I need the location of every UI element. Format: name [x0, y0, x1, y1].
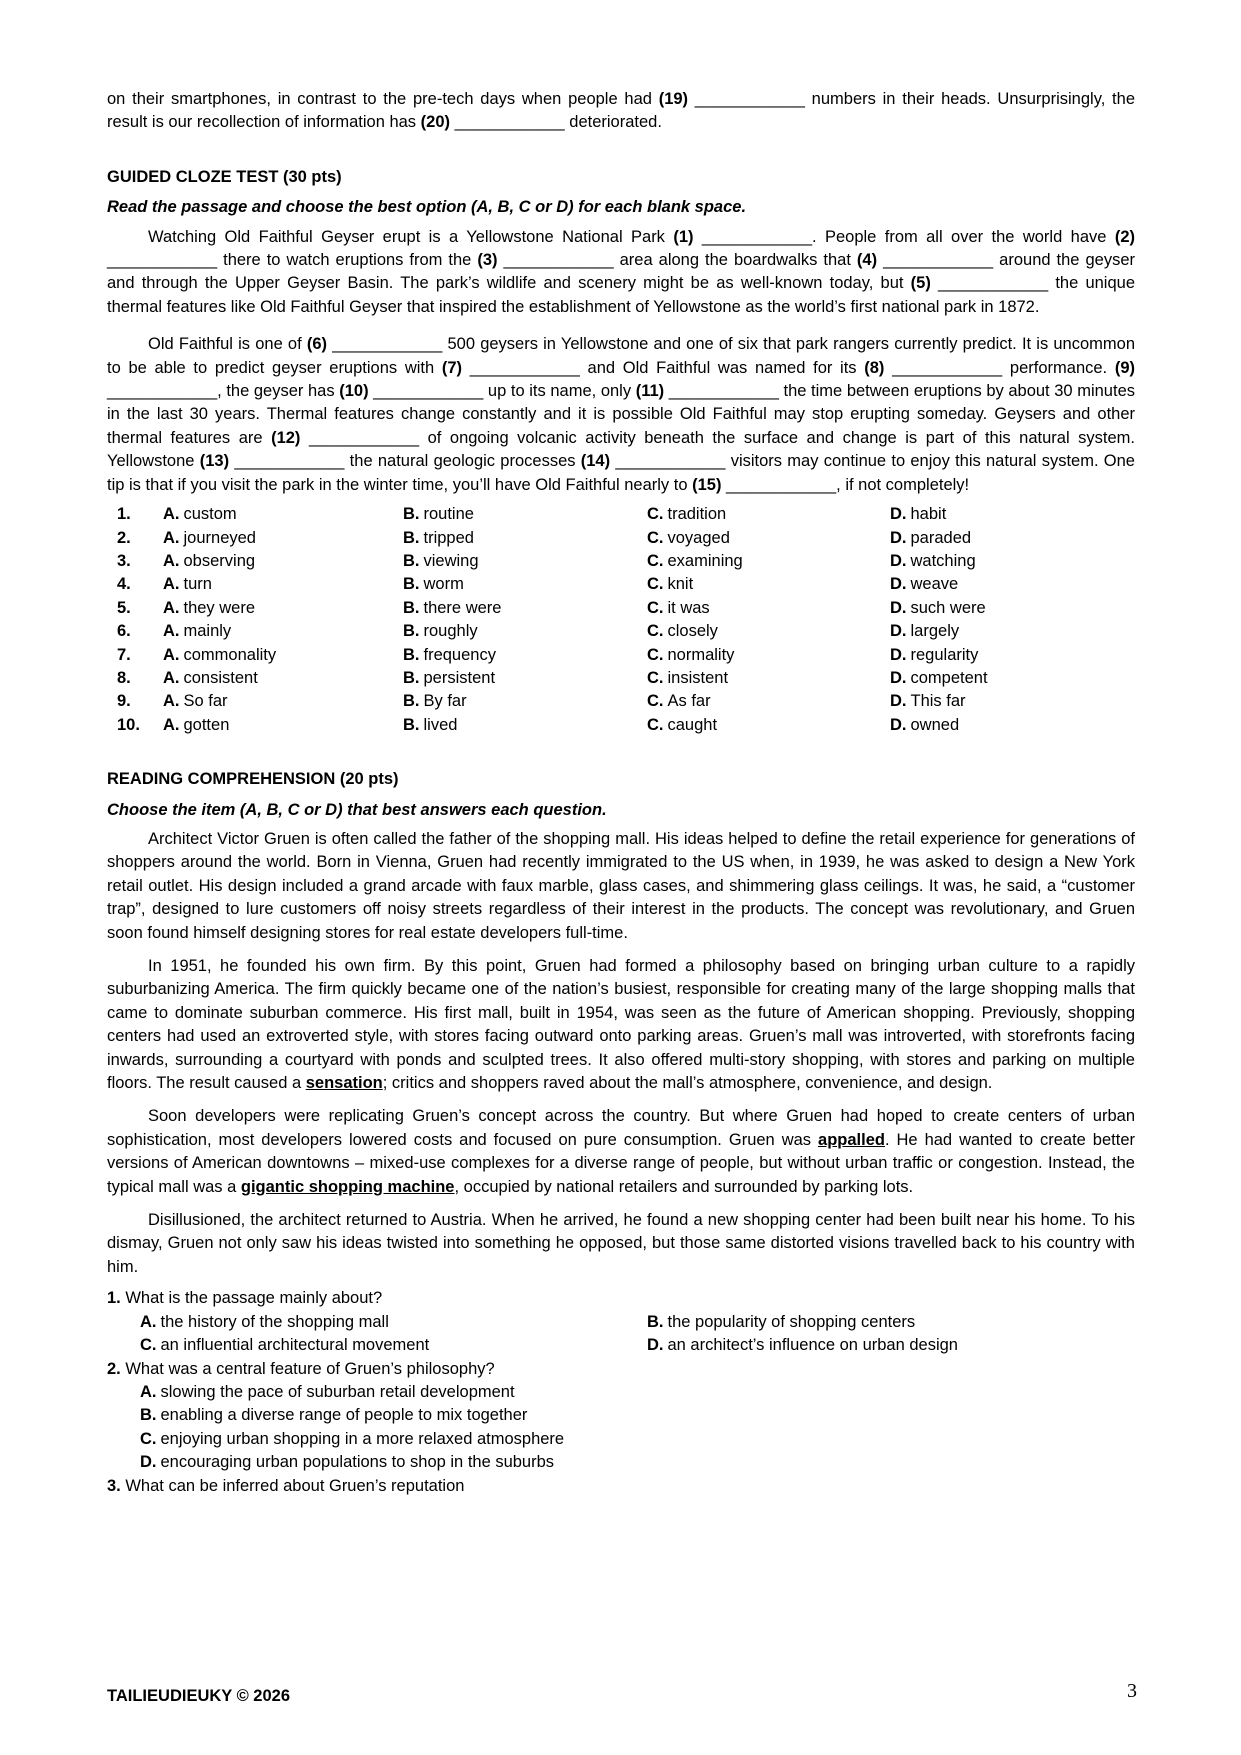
- option-text: an influential architectural movement: [160, 1336, 430, 1355]
- option-text: persistent: [423, 668, 496, 687]
- option-letter-a: A.: [140, 1312, 157, 1331]
- option-row-8: [107, 667, 1135, 690]
- option-letter-a: A.: [163, 692, 180, 711]
- option-text: enjoying urban shopping in a more relaxed atmosphere: [160, 1429, 565, 1448]
- option-cell-c: [647, 620, 890, 643]
- option-number: 4.: [117, 575, 131, 594]
- option-text: tradition: [667, 505, 727, 524]
- footer-brand: TAILIEUDIEUKY © 2026: [107, 1687, 291, 1705]
- option-cell-d: [890, 550, 1135, 573]
- option-letter-c: C.: [647, 505, 664, 524]
- option-number: 5.: [117, 598, 131, 617]
- option-cell-a: [163, 503, 403, 526]
- option-row-10: [107, 714, 1135, 737]
- question-text: [107, 1287, 1135, 1310]
- option-text: As far: [667, 692, 711, 711]
- option-text: an architect’s influence on urban design: [667, 1336, 958, 1355]
- option-cell-a: [163, 527, 403, 550]
- question-option-a: [107, 1311, 647, 1334]
- option-cell-b: [403, 644, 647, 667]
- option-cell-d: [890, 714, 1135, 737]
- option-text: turn: [183, 575, 212, 594]
- option-cell-a: [163, 620, 403, 643]
- option-letter-a: A.: [163, 551, 180, 570]
- option-cell-a: [163, 550, 403, 573]
- question-option-d: [647, 1334, 1135, 1357]
- option-letter-d: D.: [890, 598, 907, 617]
- question-prompt: What can be inferred about Gruen’s reputation: [125, 1476, 465, 1495]
- question-option-c: [107, 1428, 1135, 1451]
- option-cell-d: [890, 667, 1135, 690]
- option-letter-d: D.: [890, 715, 907, 734]
- option-cell-a: [163, 667, 403, 690]
- option-text: owned: [910, 715, 960, 734]
- option-letter-a: A.: [163, 645, 180, 664]
- option-text: the popularity of shopping centers: [667, 1312, 916, 1331]
- question-3: [107, 1475, 1135, 1498]
- option-text: encouraging urban populations to shop in the suburbs: [160, 1453, 555, 1472]
- option-text: journeyed: [183, 528, 256, 547]
- question-prompt: What is the passage mainly about?: [125, 1289, 383, 1308]
- option-text: they were: [183, 598, 256, 617]
- option-text: routine: [423, 505, 474, 524]
- option-text: regularity: [910, 645, 979, 664]
- option-text: mainly: [183, 622, 232, 641]
- option-cell-b: [403, 690, 647, 713]
- option-cell-a: [163, 597, 403, 620]
- option-number: 7.: [117, 645, 131, 664]
- option-text: insistent: [667, 668, 729, 687]
- option-text: largely: [910, 622, 960, 641]
- option-row-1: [107, 503, 1135, 526]
- option-letter-b: B.: [403, 505, 420, 524]
- option-letter-a: A.: [163, 598, 180, 617]
- option-letter-d: D.: [890, 692, 907, 711]
- option-letter-b: B.: [403, 528, 420, 547]
- option-letter-c: C.: [647, 528, 664, 547]
- option-text: voyaged: [667, 528, 730, 547]
- option-letter-b: B.: [403, 692, 420, 711]
- question-text: [107, 1475, 1135, 1498]
- option-letter-d: D.: [890, 645, 907, 664]
- option-cell-d: [890, 690, 1135, 713]
- reading-paragraph-2: In 1951, he founded his own firm. By this point, Gruen had formed a philosophy based on bringing urban culture to a rapidly suburbanizing America. The firm quickly became one of the nation’s busiest, responsible for creating many of the large shopping malls that came to dominate suburban commerce. His first mall, built in 1954, was seen as the future of American shopping. Previously, shopping centers had used an extroverted style, with stores facing outward onto parking areas. Gruen’s mall was introverted, with storefronts facing inwards, surrounding a courtyard with ponds and sculpted trees. It also offered multi-story shopping, with stores and parking on multiple floors. The result caused a sensation; critics and shoppers raved about the mall’s atmosphere, convenience, and design.: [107, 957, 1135, 1093]
- option-letter-b: B.: [403, 715, 420, 734]
- option-text: closely: [667, 622, 718, 641]
- option-text: habit: [910, 505, 947, 524]
- question-2: [107, 1358, 1135, 1475]
- option-cell-c: [647, 667, 890, 690]
- option-cell-b: [403, 503, 647, 526]
- option-cell-b: [403, 620, 647, 643]
- option-letter-a: A.: [140, 1382, 157, 1401]
- option-letter-b: B.: [647, 1312, 664, 1331]
- option-letter-c: C.: [647, 622, 664, 641]
- option-letter-c: C.: [647, 692, 664, 711]
- option-cell-b: [403, 573, 647, 596]
- option-letter-d: D.: [647, 1336, 664, 1355]
- question-option-b: [107, 1404, 1135, 1427]
- option-letter-c: C.: [647, 668, 664, 687]
- option-letter-d: D.: [890, 551, 907, 570]
- option-row-9: [107, 690, 1135, 713]
- option-cell-d: [890, 597, 1135, 620]
- option-text: competent: [910, 668, 988, 687]
- question-text: [107, 1358, 1135, 1381]
- question-option-a: [107, 1381, 1135, 1404]
- cloze-section-heading: GUIDED CLOZE TEST (30 pts): [107, 167, 342, 186]
- option-letter-c: C.: [647, 715, 664, 734]
- option-row-6: [107, 620, 1135, 643]
- option-number: 10.: [117, 715, 140, 734]
- option-text: paraded: [910, 528, 972, 547]
- option-letter-d: D.: [140, 1453, 157, 1472]
- option-row-3: [107, 550, 1135, 573]
- question-number: 1.: [107, 1289, 121, 1308]
- option-letter-c: C.: [647, 575, 664, 594]
- option-cell-b: [403, 550, 647, 573]
- option-text: frequency: [423, 645, 496, 664]
- option-cell-a: [163, 714, 403, 737]
- option-cell-c: [647, 644, 890, 667]
- option-cell-b: [403, 597, 647, 620]
- option-row-4: [107, 573, 1135, 596]
- option-cell-b: [403, 527, 647, 550]
- cloze-paragraph-2: Old Faithful is one of (6) ____________ 500 geysers in Yellowstone and one of six that park rangers currently predict. It is uncommon to be able to predict geyser eruptions with (7) ____________ and Old Faithful was named for its (8) ____________ performance. (9) ____________, the geyser has (10) ____________ up to its name, only (11) ____________ the time between eruptions by about 30 minutes in the last 30 years. Thermal features change constantly and it is possible Old Faithful may stop erupting someday. Geysers and other thermal features are (12) ____________ of ongoing volcanic activity beneath the surface and change is part of this natural system. Yellowstone (13) ____________ the natural geologic processes (14) ____________ visitors may continue to enjoy this natural system. One tip is that if you visit the park in the winter time, you’ll have Old Faithful nearly to (15) ____________, if not completely!: [107, 335, 1135, 494]
- option-letter-b: B.: [403, 622, 420, 641]
- option-text: normality: [667, 645, 735, 664]
- option-letter-b: B.: [403, 645, 420, 664]
- question-prompt: What was a central feature of Gruen’s philosophy?: [125, 1359, 495, 1378]
- option-text: observing: [183, 551, 256, 570]
- option-cell-d: [890, 573, 1135, 596]
- option-cell-d: [890, 620, 1135, 643]
- option-number: 3.: [117, 551, 131, 570]
- option-cell-c: [647, 690, 890, 713]
- option-text: it was: [667, 598, 710, 617]
- reading-paragraph-4: Disillusioned, the architect returned to Austria. When he arrived, he found a new shopping center had been built near his home. To his dismay, Gruen not only saw his ideas twisted into something he opposed, but those same distorted visions travelled back to his country with him.: [107, 1211, 1135, 1276]
- option-letter-c: C.: [140, 1429, 157, 1448]
- option-text: slowing the pace of suburban retail development: [160, 1382, 515, 1401]
- option-letter-b: B.: [403, 575, 420, 594]
- option-text: consistent: [183, 668, 258, 687]
- option-letter-b: B.: [403, 668, 420, 687]
- question-option-d: [107, 1451, 1135, 1474]
- option-text: So far: [183, 692, 228, 711]
- option-text: viewing: [423, 551, 479, 570]
- option-cell-d: [890, 644, 1135, 667]
- question-options: [107, 1381, 1135, 1475]
- option-letter-a: A.: [163, 715, 180, 734]
- option-text: knit: [667, 575, 694, 594]
- reading-paragraph-1: Architect Victor Gruen is often called the father of the shopping mall. His ideas helped to define the retail experience for generations of shoppers around the world. Born in Vienna, Gruen had recently immigrated to the US when, in 1939, he was asked to design a New York retail outlet. His design included a grand arcade with faux marble, glass cases, and shimmering glass ceilings. It was, he said, a “customer trap”, designed to lure customers off noisy streets regardless of their interest in the products. The concept was revolutionary, and Gruen soon found himself designing stores for real estate developers full-time.: [107, 829, 1135, 942]
- option-letter-d: D.: [890, 505, 907, 524]
- reading-questions: [107, 1287, 1135, 1498]
- question-1: [107, 1287, 1135, 1357]
- option-letter-c: C.: [647, 551, 664, 570]
- reading-instruction: Choose the item (A, B, C or D) that best answers each question.: [107, 800, 607, 819]
- option-cell-c: [647, 573, 890, 596]
- option-cell-c: [647, 550, 890, 573]
- cloze-instruction: Read the passage and choose the best option (A, B, C or D) for each blank space.: [107, 198, 747, 217]
- option-text: examining: [667, 551, 743, 570]
- option-number: 2.: [117, 528, 131, 547]
- option-cell-a: [163, 644, 403, 667]
- question-option-b: [647, 1311, 1135, 1334]
- option-text: commonality: [183, 645, 277, 664]
- reading-paragraph-3: Soon developers were replicating Gruen’s concept across the country. But where Gruen had hoped to create centers of urban sophistication, most developers lowered costs and focused on pure consumption. Gruen was appalled. He had wanted to create better versions of American downtowns – mixed-use complexes for a diverse range of people, but without urban traffic or congestion. Instead, the typical mall was a gigantic shopping machine, occupied by national retailers and surrounded by parking lots.: [107, 1107, 1136, 1196]
- option-letter-c: C.: [647, 645, 664, 664]
- option-number: 8.: [117, 668, 131, 687]
- option-text: gotten: [183, 715, 230, 734]
- question-number: 2.: [107, 1359, 121, 1378]
- option-text: such were: [910, 598, 986, 617]
- option-cell-a: [163, 573, 403, 596]
- option-text: By far: [423, 692, 467, 711]
- option-row-7: [107, 644, 1135, 667]
- reading-section-heading: READING COMPREHENSION (20 pts): [107, 770, 399, 789]
- option-letter-b: B.: [403, 598, 420, 617]
- option-number: 1.: [117, 505, 131, 524]
- option-text: tripped: [423, 528, 474, 547]
- option-letter-d: D.: [890, 622, 907, 641]
- option-text: worm: [423, 575, 464, 594]
- option-number: 9.: [117, 692, 131, 711]
- intro-paragraph: on their smartphones, in contrast to the pre-tech days when people had (19) ____________ numbers in their heads. Unsurprisingly, the result is our recollection of information has (20) ____________ deteriorated.: [107, 90, 1135, 132]
- option-text: weave: [910, 575, 959, 594]
- option-cell-c: [647, 503, 890, 526]
- option-letter-b: B.: [140, 1406, 157, 1425]
- option-letter-a: A.: [163, 575, 180, 594]
- option-letter-c: C.: [647, 598, 664, 617]
- option-number: 6.: [117, 622, 131, 641]
- option-text: This far: [910, 692, 966, 711]
- page-content: [107, 88, 1135, 1498]
- option-cell-c: [647, 714, 890, 737]
- option-cell-d: [890, 503, 1135, 526]
- option-letter-d: D.: [890, 528, 907, 547]
- option-letter-b: B.: [403, 551, 420, 570]
- option-text: roughly: [423, 622, 478, 641]
- option-letter-d: D.: [890, 668, 907, 687]
- option-letter-a: A.: [163, 668, 180, 687]
- question-option-c: [107, 1334, 647, 1357]
- option-letter-a: A.: [163, 505, 180, 524]
- option-text: there were: [423, 598, 502, 617]
- option-text: lived: [423, 715, 458, 734]
- option-letter-a: A.: [163, 622, 180, 641]
- option-text: the history of the shopping mall: [160, 1312, 389, 1331]
- option-row-2: [107, 527, 1135, 550]
- option-cell-d: [890, 527, 1135, 550]
- question-number: 3.: [107, 1476, 121, 1495]
- cloze-options-table: [107, 503, 1135, 737]
- option-row-5: [107, 597, 1135, 620]
- option-letter-c: C.: [140, 1336, 157, 1355]
- option-cell-c: [647, 597, 890, 620]
- option-cell-a: [163, 690, 403, 713]
- option-cell-b: [403, 714, 647, 737]
- option-text: custom: [183, 505, 237, 524]
- cloze-paragraph-1: Watching Old Faithful Geyser erupt is a Yellowstone National Park (1) ____________. People from all over the world have (2) ____________ there to watch eruptions from the (3) ____________ area along the boardwalks that (4) ____________ around the geyser and through the Upper Geyser Basin. The park’s wildlife and scenery might be as well-known today, but (5) ____________ the unique thermal features like Old Faithful Geyser that inspired the establishment of Yellowstone as the world’s first national park in 1872.: [107, 227, 1136, 316]
- option-text: enabling a diverse range of people to mix together: [160, 1406, 528, 1425]
- option-letter-d: D.: [890, 575, 907, 594]
- option-cell-b: [403, 667, 647, 690]
- option-cell-c: [647, 527, 890, 550]
- option-letter-a: A.: [163, 528, 180, 547]
- question-options: [107, 1311, 1135, 1358]
- option-text: watching: [910, 551, 976, 570]
- page-number: 3: [1127, 1680, 1137, 1702]
- option-text: caught: [667, 715, 718, 734]
